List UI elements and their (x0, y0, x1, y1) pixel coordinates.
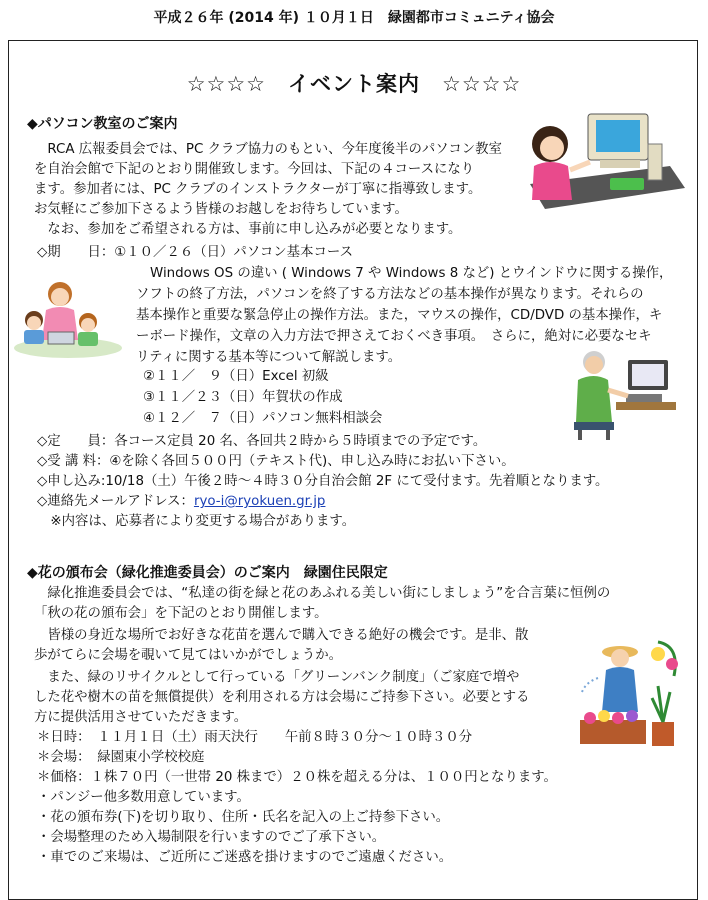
gardener-flowers-illustration (572, 636, 690, 752)
pc-course-3: ③１１／２３（日）年賀状の作成 (143, 390, 343, 405)
pc-course-desc: Windows OS の違い ( Windows 7 や Windows 8 など) とウインドウに関する操作， (150, 266, 673, 281)
flower-para-line: した花や樹木の苗を無償提供）を利用される方は会場にご持参下さい。必要とする (34, 690, 530, 705)
pc-capacity: ◇定 員：各コース定員 20 名、各回共２時から５時頃までの予定です。 (37, 434, 487, 449)
flower-bullet: ・会場整理のため入場制限を行いますのでご了承下さい。 (37, 830, 386, 845)
flower-para-line: 歩がてらに会場を覗いて見てはいかがでしょうか。 (34, 648, 342, 663)
pc-course-desc: ーボード操作，文章の入力方法で押さえておくべき事項。 さらに，絶対に必要なセキ (136, 329, 652, 344)
pc-period: ◇期 日：①１０／２６（日）パソコン基本コース (37, 245, 353, 260)
pc-course-desc: ソフトの終了方法，パソコンを終了する方法などの基本操作が異なります。それらの (136, 287, 644, 302)
pc-para-line: なお、参加をご希望される方は、事前に申し込みが必要となります。 (34, 222, 462, 237)
pc-para-line: RCA 広報委員会では、PC クラブ協力のもとい、今年度後半のパソコン教室 (34, 142, 502, 157)
flower-para-line: 方に提供活用させていただきます。 (34, 710, 248, 725)
pc-heading: ◆パソコン教室のご案内 (27, 116, 178, 132)
flower-bullet: ・車でのご来場は、ご近所にご迷惑を掛けますのでご遠慮ください。 (37, 850, 453, 865)
family-laptop-illustration (12, 276, 124, 360)
pc-fee: ◇受 講 料：④を除く各回５００円（テキスト代)、申し込み時にお払い下さい。 (37, 454, 515, 469)
pc-para-line: お気軽にご参加下さるよう皆様のお越しをお待ちしています。 (34, 202, 408, 217)
flower-heading: ◆花の頒布会（緑化推進委員会）のご案内 緑園住民限定 (27, 565, 388, 581)
flower-price: ＊価格：１株７０円（一世帯 20 株まで）２０株を超える分は、１００円となります。 (37, 770, 557, 785)
flower-para-line: また、緑のリサイクルとして行っている「グリーンバンク制度」（ご家庭で増や (34, 670, 520, 685)
flower-venue: ＊会場： 緑園東小学校校庭 (37, 750, 205, 765)
flower-date: ＊日時： １１月１日（土）雨天決行 午前８時３０分～１０時３０分 (37, 730, 473, 745)
flower-bullet: ・パンジー他多数用意しています。 (37, 790, 250, 805)
page-title: ☆☆☆☆ イベント案内 ☆☆☆☆ (186, 72, 522, 96)
pc-para-line: ます。参加者には、PC クラブのインストラクターが丁寧に指導致します。 (34, 182, 482, 197)
pc-course-desc: 基本操作と重要な緊急停止の操作方法。また，マウスの操作，CD/DVD の基本操作，キ (136, 308, 663, 323)
flower-bullet: ・花の頒布券(下)を切り取り、住所・氏名を記入の上ご持参下さい。 (37, 810, 450, 825)
pc-course-4: ④１２／ ７（日）パソコン無料相談会 (143, 411, 383, 426)
flower-para-line: 皆様の身近な場所でお好きな花苗を選んで購入できる絶好の機会です。是非、散 (34, 628, 529, 643)
contact-label: ◇連絡先メールアドレス： (37, 494, 194, 509)
elderly-man-computer-illustration (568, 346, 678, 442)
flower-para-line: 「秋の花の頒布会」を下記のとおり開催します。 (34, 606, 328, 621)
pc-apply: ◇申し込み:10/18（土）午後２時～４時３０分自治会館 2F にて受付ます。先着順となります。 (37, 474, 609, 489)
pc-contact (37, 492, 325, 512)
pc-course-2: ②１１／ ９（日）Excel 初級 (143, 369, 329, 384)
pc-course-desc: リティに関する基本等について解説します。 (136, 350, 402, 365)
flower-para-line: 緑化推進委員会では、“私達の街を緑と花のあふれる美しい街にしましょう”を合言葉に恒例の (34, 586, 611, 601)
pc-para-line: を自治会館で下記のとおり開催致します。今回は、下記の４コースになり (34, 162, 475, 177)
woman-at-computer-illustration (520, 104, 690, 224)
contact-email-link[interactable]: ryo-i@ryokuen.gr.jp (193, 494, 326, 509)
document-header: 平成２６年 (2014 年) １０月１日 緑園都市コミュニティ協会 (153, 10, 555, 26)
pc-note: ※内容は、応募者により変更する場合があります。 (37, 514, 356, 529)
